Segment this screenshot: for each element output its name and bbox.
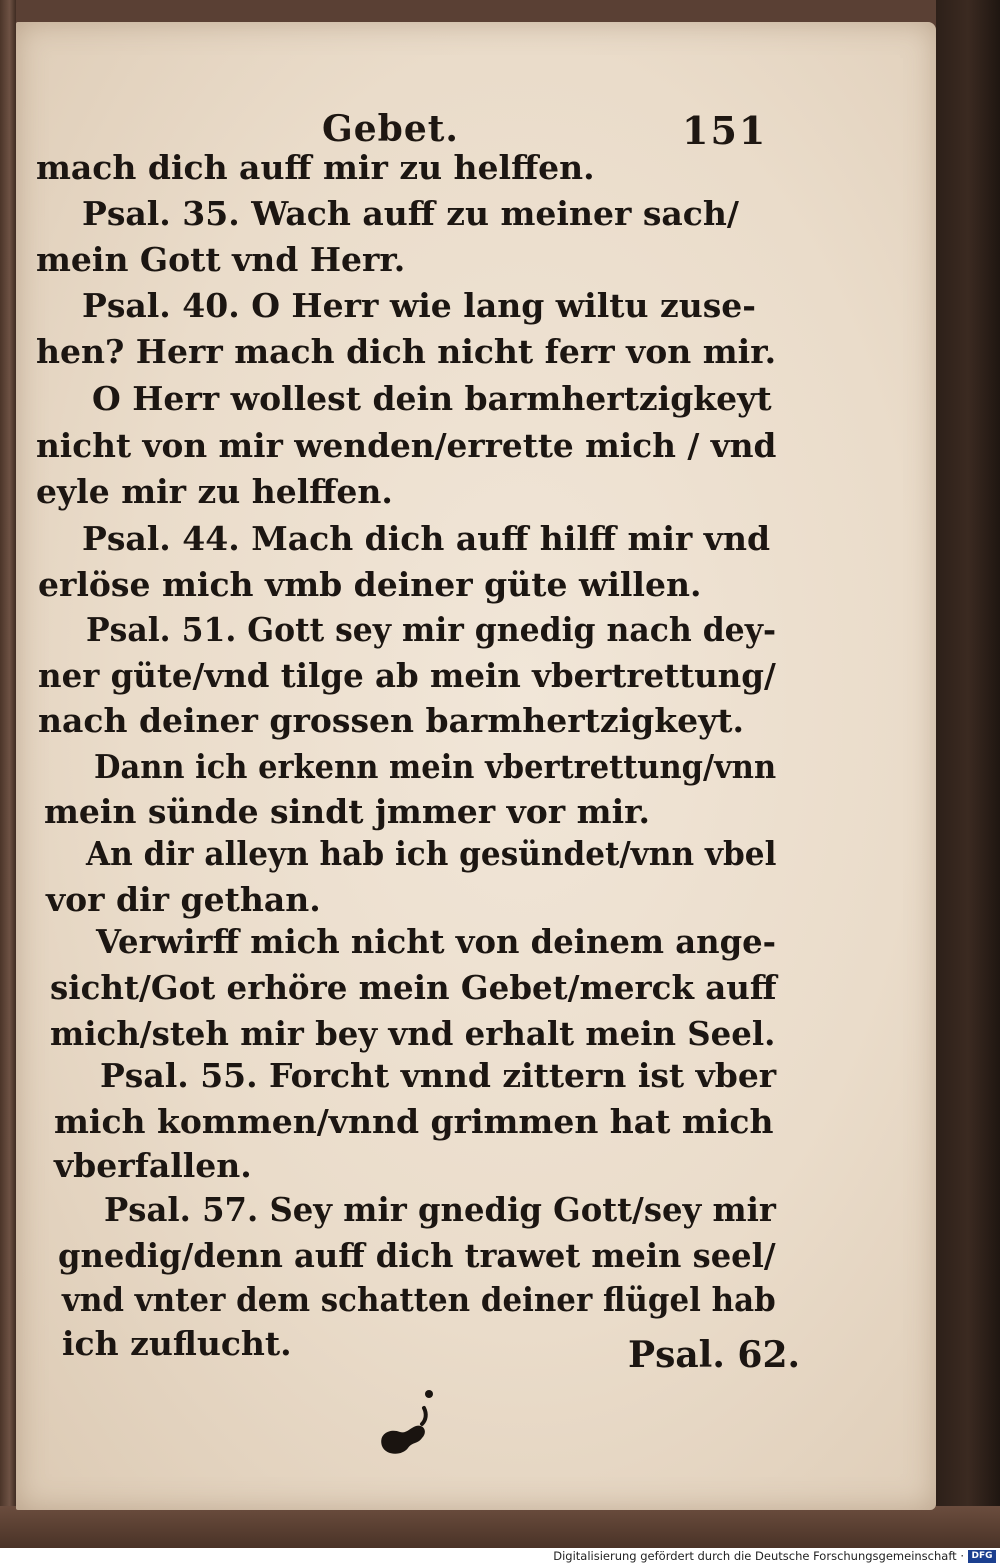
digitization-credit: Digitalisierung gefördert durch die Deutsche Forschungsgemeinschaft · [553, 1549, 964, 1563]
text-line: mein Gott vnd Herr. [36, 240, 406, 279]
page-number: 151 [682, 108, 768, 153]
text-line: nicht von mir wenden/errette mich / vnd [36, 426, 777, 465]
text-line: erlöse mich vmb deiner güte willen. [38, 565, 702, 604]
text-line: Psal. 57. Sey mir gnedig Gott/sey mir [104, 1190, 776, 1229]
binding-background [936, 0, 1000, 1548]
running-head-title: Gebet. [322, 108, 459, 150]
text-line: sicht/Got erhöre mein Gebet/merck auff [50, 968, 777, 1007]
book-edge-left [0, 0, 16, 1566]
text-block [16, 22, 936, 1510]
text-line: Psal. 40. O Herr wie lang wiltu zuse- [82, 286, 756, 325]
ink-blot-mark [372, 1388, 442, 1460]
text-line: mein sünde sindt jmmer vor mir. [44, 792, 650, 831]
text-line: Psal. 55. Forcht vnnd zittern ist vber [100, 1056, 777, 1095]
footer-bar [0, 1548, 1000, 1566]
text-line: hen? Herr mach dich nicht ferr von mir. [36, 332, 777, 371]
text-line: vnd vnter dem schatten deiner flügel hab [62, 1280, 776, 1319]
text-line: Psal. 51. Gott sey mir gnedig nach dey- [86, 610, 777, 649]
text-line: Psal. 35. Wach auff zu meiner sach/ [82, 194, 739, 233]
text-line: gnedig/denn auff dich trawet mein seel/ [58, 1236, 776, 1275]
text-line: Psal. 44. Mach dich auff hilff mir vnd [82, 519, 771, 558]
catchword: Psal. 62. [628, 1334, 801, 1376]
book-page [16, 22, 936, 1510]
text-line: vor dir gethan. [46, 880, 321, 919]
text-line: Dann ich erkenn mein vbertrettung/vnn [94, 747, 777, 786]
text-line: ich zuflucht. [62, 1324, 292, 1363]
dfg-logo: DFG [968, 1550, 996, 1563]
book-edge-bottom [0, 1506, 1000, 1548]
text-line: An dir alleyn hab ich gesündet/vnn vbel [86, 834, 777, 873]
text-line: mach dich auff mir zu helffen. [36, 148, 595, 187]
text-line: Verwirff mich nicht von deinem ange- [96, 922, 777, 961]
text-line: O Herr wollest dein barmhertzigkeyt [92, 379, 772, 418]
text-line: eyle mir zu helffen. [36, 472, 393, 511]
text-line: mich/steh mir bey vnd erhalt mein Seel. [50, 1014, 776, 1053]
text-line: vberfallen. [54, 1146, 252, 1185]
text-line: mich kommen/vnnd grimmen hat mich [54, 1102, 774, 1141]
text-line: ner güte/vnd tilge ab mein vbertrettung/ [38, 656, 776, 695]
text-line: nach deiner grossen barmhertzigkeyt. [38, 701, 745, 740]
